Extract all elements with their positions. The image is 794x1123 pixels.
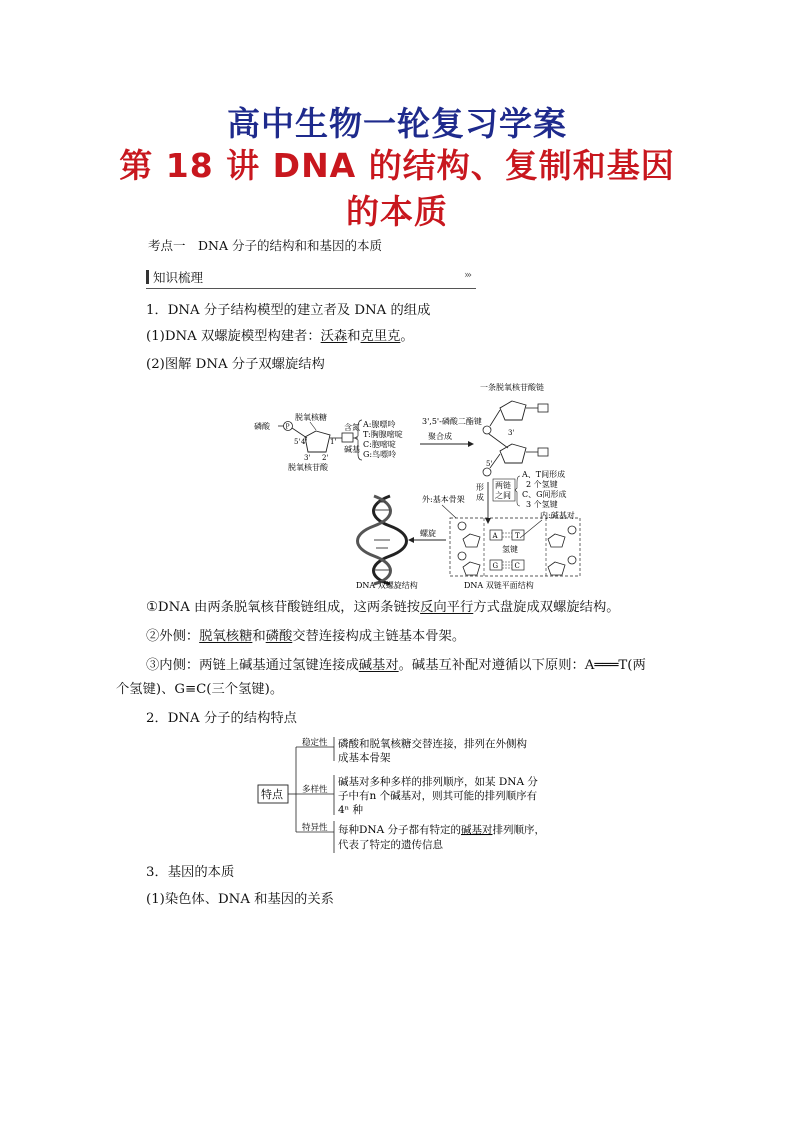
fig1-between2: 之间 (495, 491, 511, 500)
p11-prefix: (1)DNA 双螺旋模型构建者： (146, 329, 321, 344)
fig2-specific-t1-post: 排列顺序， (492, 824, 546, 836)
fig2-specific-t1-ul: 碱基对 (461, 824, 493, 836)
b2-deoxyribose: 脱氧核糖 (199, 629, 253, 644)
fig1-c4: 4' (301, 438, 308, 446)
fig1-form1: 形 (476, 483, 484, 492)
fig1-base-a: A:腺嘌呤 (363, 420, 396, 429)
fig1-bond-label: 3',5'-磷酸二酯键 (422, 417, 482, 426)
b2-pre: ②外侧： (146, 629, 200, 644)
fig2-specific: 特异性 (302, 823, 328, 833)
bullet-2 (146, 627, 465, 647)
double-helix-icon (358, 496, 407, 584)
fig2-specific-t1 (338, 823, 545, 836)
fig1-phosphate: 磷酸 (254, 422, 270, 431)
fig1-t: T (515, 532, 520, 540)
fig1-base-label2: 碱基 (344, 445, 360, 454)
fig1-chain-label: 一条脱氧核苷酸链 (480, 383, 544, 392)
fig1-form2: 成 (476, 493, 484, 502)
fig2-stable-t1: 磷酸和脱氧核糖交替连接，排列在外侧构 (338, 738, 527, 750)
sugar-pentagon (305, 431, 330, 452)
heading-2: 2．DNA 分子的结构特点 (146, 711, 297, 726)
bullet-3-line-2: 个氢键)、G≡C(三个氢键)。 (116, 682, 284, 697)
knowledge-bar (146, 268, 476, 289)
p11-watson: 沃森 (320, 329, 348, 344)
bar-marker (146, 270, 149, 284)
fig1-base-label1: 含氮 (344, 423, 360, 432)
fig2-diverse-t3: 4ⁿ 种 (338, 804, 364, 816)
title-line-3-text: 的本质 (346, 192, 448, 231)
b2-and: 和 (252, 629, 266, 644)
fig1-cg1: C、G间形成 (522, 490, 567, 499)
fig1-between1: 两链 (495, 481, 511, 490)
fig1-nucleotide: 脱氧核苷酸 (288, 463, 328, 472)
fig1-polymerize: 聚合成 (428, 432, 452, 441)
title-line-1: 高中生物一轮复习学案 (227, 104, 567, 143)
chevron-right-icon: ››› (464, 270, 470, 281)
b2-phosphate: 磷酸 (265, 629, 293, 644)
fig1-at1: A、T间形成 (522, 470, 566, 479)
paragraph-3-1: (1)染色体、DNA 和基因的关系 (146, 892, 334, 907)
fig2-diverse-t1: 碱基对多种多样的排列顺序，如某 DNA 分 (338, 776, 538, 788)
paragraph-1-1 (146, 327, 414, 347)
fig2-diverse-t2: 子中有n 个碱基对，则其可能的排列顺序有 (338, 790, 538, 802)
p11-end: 。 (400, 329, 414, 344)
fig1-deoxyribose: 脱氧核糖 (295, 413, 327, 422)
b3-underline: 碱基对 (358, 658, 399, 673)
fig1-a: A (492, 532, 498, 540)
title-line-2-text: 第 18 讲 DNA 的结构、复制和基因 (119, 146, 675, 185)
fig1-at2: 2 个氢键 (526, 480, 558, 489)
fig2-stable-t2: 成基本骨架 (338, 752, 391, 764)
bullet-1 (146, 598, 620, 618)
fig1-c1: 1' (330, 438, 337, 446)
b1-pre: ①DNA 由两条脱氧核苷酸链组成，这两条链按 (146, 600, 421, 615)
fig1-cg2: 3 个氢键 (526, 500, 558, 509)
fig2-stable: 稳定性 (302, 738, 328, 748)
base-rect (342, 433, 353, 442)
p11-and: 和 (347, 329, 361, 344)
features-figure (256, 735, 586, 857)
fig1-c5: 5' (294, 438, 301, 446)
paragraph-1-2: (2)图解 DNA 分子双螺旋结构 (146, 357, 325, 372)
heading-1: 1．DNA 分子结构模型的建立者及 DNA 的组成 (146, 303, 431, 318)
fig1-base-t: T:胸腺嘧啶 (363, 430, 403, 439)
b1-post: 方式盘旋成双螺旋结构。 (473, 600, 620, 615)
fig1-spiral: 螺旋 (420, 529, 436, 538)
title-line-2 (0, 143, 794, 235)
fig2-diverse: 多样性 (302, 785, 328, 795)
b3-post: 。碱基互补配对遵循以下原则：A═══T(两 (398, 658, 646, 673)
b2-post: 交替连接构成主链基本骨架。 (292, 629, 466, 644)
b3-pre: ③内侧：两链上碱基通过氢键连接成 (146, 658, 359, 673)
fig1-outer: 外:基本骨架 (422, 495, 465, 504)
fig1-c3: 3' (304, 454, 311, 462)
fig2-specific-t1-pre: 每种DNA 分子都有特定的 (338, 824, 462, 836)
fig1-g: G (492, 562, 499, 570)
fig1-base-c: C:胞嘧啶 (363, 440, 396, 449)
section-heading: 考点一 DNA 分子的结构和和基因的本质 (148, 238, 382, 253)
fig2-specific-t2: 代表了特定的遗传信息 (338, 839, 443, 851)
knowledge-label: 知识梳理 (153, 270, 204, 285)
p11-crick: 克里克 (360, 329, 401, 344)
fig1-p: P (285, 423, 290, 431)
fig1-plane-caption: DNA 双链平面结构 (464, 581, 534, 590)
heading-3: 3．基因的本质 (146, 865, 235, 880)
fig1-chain-c3: 3' (508, 429, 515, 437)
b1-underline: 反向平行 (420, 600, 474, 615)
dna-structure-figure (250, 378, 590, 594)
fig1-hbond: 氢键 (502, 545, 518, 554)
fig1-c2: 2' (322, 454, 329, 462)
fig1-base-g: G:鸟嘌呤 (363, 450, 397, 459)
fig1-chain-c5: 5' (486, 460, 493, 468)
fig1-inner: 内:碱基对 (540, 511, 575, 520)
bullet-3 (146, 656, 706, 676)
fig2-center: 特点 (261, 788, 283, 801)
fig1-c: C (514, 562, 520, 570)
fig1-helix-caption: DNA 双螺旋结构 (356, 581, 418, 590)
